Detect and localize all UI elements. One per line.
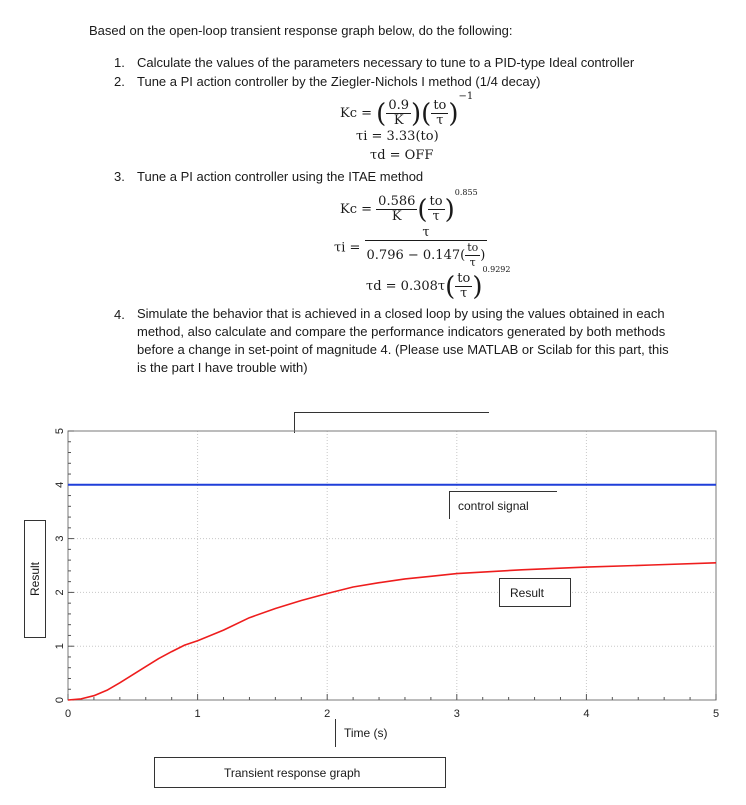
itae-kc-exp: 0.855 [454,188,478,197]
itae-td-formula: τd = 0.308τ( $\frac{to}{\tau}$ )$^{0.9292}$ [366,265,511,302]
zn-kc-den: K [393,113,404,128]
y-tick-label: 0 [53,696,66,704]
x-tick-label: 3 [453,708,460,720]
itae-td-ratio-num: to [457,271,471,286]
transient-response-chart [0,425,746,725]
chart-caption: Transient response graph [154,757,446,788]
itae-kc-den: K [391,209,402,224]
itae-ti-den-den: τ [469,256,476,269]
y-tick-label: 5 [53,427,66,435]
step-1-text: Calculate the values of the parameters necessary to tune to a PID-type Ideal controller [137,55,635,70]
step-3-number: 3. [114,169,125,184]
step-4-text: Simulate the behavior that is achieved in a closed loop by using the values obtained in each method, also calculate and compare the performance indicators generated by both methods before a change in set-point of magnitude 4. (Please use MATLAB or Scilab for this part, this is the part I have trouble with) [137,306,669,375]
itae-kc-formula: Kc = $\frac{0.586}{K}$ ( $\frac{to}{\tau}$ )$^{0.855}$ [340,188,478,225]
itae-ti-den-num: to [467,241,479,254]
axis-ticks [54,428,719,720]
itae-ti-lhs: τi = [334,240,361,256]
step-2-number: 2. [114,74,125,89]
itae-ratio-num: to [429,194,443,209]
x-tick-label: 5 [712,708,720,720]
step-4-number: 4. [114,307,125,322]
x-tick-label: 2 [324,708,331,720]
zn-td-formula: τd = OFF [370,148,434,163]
x-tick-label: 1 [194,708,201,720]
itae-ratio-den: τ [432,209,440,224]
x-axis-label: Time (s) [335,719,399,747]
step-2-text: Tune a PI action controller by the Ziegler-Nichols I method (1/4 decay) [137,74,541,89]
itae-kc-lhs: Kc = [340,202,373,217]
zn-ti-formula: τi = 3.33(to) [356,129,439,144]
itae-td-ratio-den: τ [460,286,468,301]
step-3-text: Tune a PI action controller using the ITAE method [137,169,424,184]
zn-kc-num: 0.9 [388,98,410,113]
step-1-number: 1. [114,55,125,70]
intro-text: Based on the open-loop transient response graph below, do the following: [89,23,513,38]
x-tick-label: 4 [583,708,590,720]
zn-ratio-num: to [433,98,447,113]
itae-ti-formula [334,226,487,270]
y-axis-label: Result [28,561,42,597]
itae-ti-den-a: 0.796 − 0.147( [366,248,466,263]
zn-kc-lhs: Kc = [340,106,373,121]
zn-ratio-den: τ [436,113,444,128]
result-label: Result [499,578,571,607]
itae-td-lhs: τd = 0.308τ [366,279,446,294]
y-axis-label-box [24,520,46,638]
itae-kc-num: 0.586 [378,194,416,209]
zn-exp: −1 [458,91,474,102]
x-tick-label: 0 [64,708,72,720]
y-tick-label: 2 [53,589,66,596]
zn-kc-formula: Kc = ( $\frac{0.9}{K}$ )( $\frac{to}{\tau}$ )$^{-1}$ [340,91,474,129]
y-tick-label: 1 [53,643,66,650]
y-tick-label: 3 [53,535,66,542]
y-tick-label: 4 [53,481,66,488]
itae-ti-num: τ [365,226,488,241]
itae-ti-den-b: ) [480,248,486,263]
control-signal-label: control signal [449,491,557,519]
series-line-result [68,563,716,700]
itae-td-exp: 0.9292 [482,265,511,274]
